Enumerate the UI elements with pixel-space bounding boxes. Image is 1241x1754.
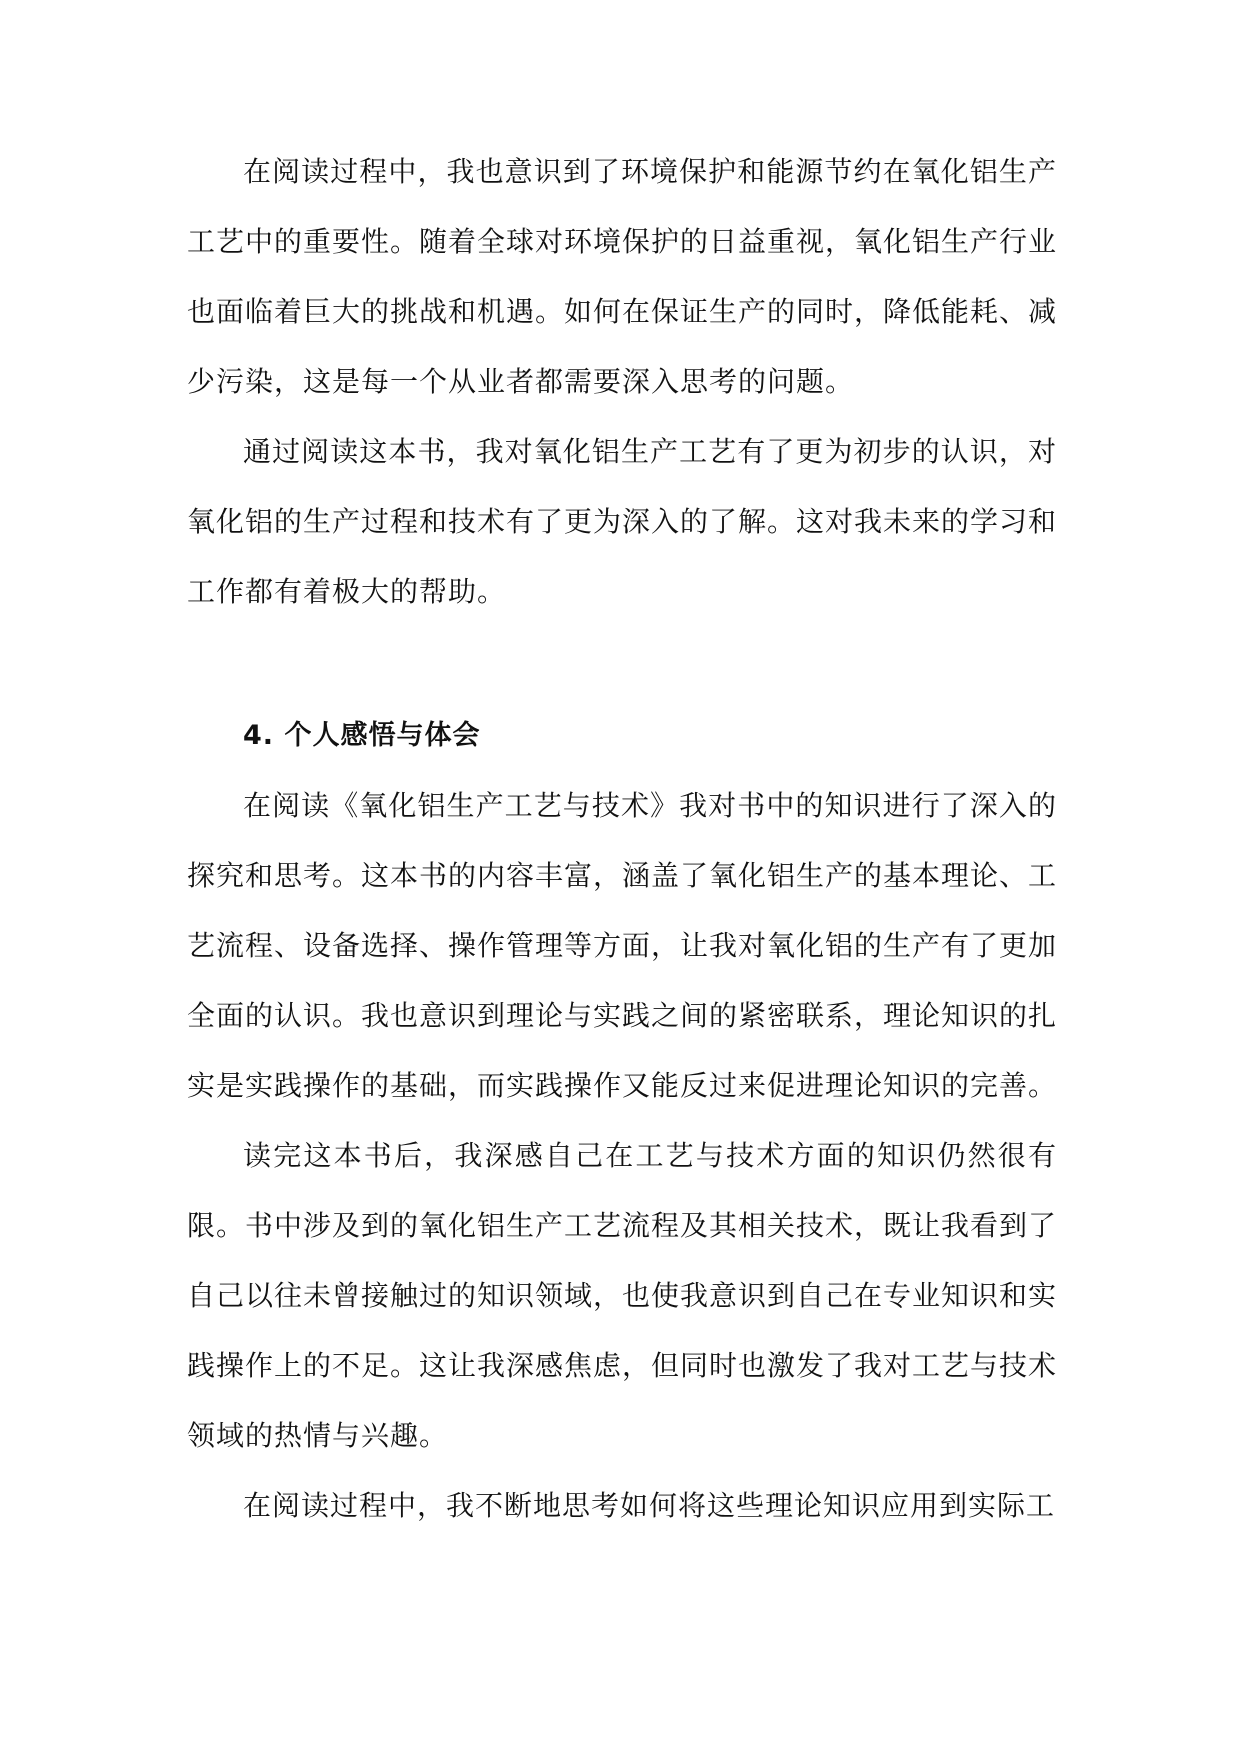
paragraph-applying-theory: 在阅读过程中，我不断地思考如何将这些理论知识应用到实际工 bbox=[243, 1489, 1056, 1522]
paragraph-environment-energy: 在阅读过程中，我也意识到了环境保护和能源节约在氧化铝生产工艺中的重要性。随着全球对环境保护的日益重视，氧化铝生产行业也面临着巨大的挑战和机遇。如何在保证生产的同时，降低能耗、减少污染，这是每一个从业者都需要深入思考的问题。 bbox=[187, 155, 1058, 398]
section-heading: 4. 个人感悟与体会 bbox=[243, 720, 481, 751]
text-block-upper bbox=[187, 137, 1057, 627]
paragraph-reading-benefit: 通过阅读这本书，我对氧化铝生产工艺有了更为初步的认识，对氧化铝的生产过程和技术有了更为深入的了解。这对我未来的学习和工作都有着极大的帮助。 bbox=[187, 435, 1058, 608]
paragraph-book-exploration: 在阅读《氧化铝生产工艺与技术》我对书中的知识进行了深入的探究和思考。这本书的内容丰富，涵盖了氧化铝生产的基本理论、工艺流程、设备选择、操作管理等方面，让我对氧化铝的生产有了更加全面的认识。我也意识到理论与实践之间的紧密联系，理论知识的扎实是实践操作的基础，而实践操作又能反过来促进理论知识的完善。 bbox=[187, 789, 1058, 1102]
paragraph-knowledge-limits: 读完这本书后，我深感自己在工艺与技术方面的知识仍然很有限。书中涉及到的氧化铝生产工艺流程及其相关技术，既让我看到了自己以往未曾接触过的知识领域，也使我意识到自己在专业知识和实践操作上的不足。这让我深感焦虑，但同时也激发了我对工艺与技术领域的热情与兴趣。 bbox=[187, 1139, 1058, 1452]
text-block-lower bbox=[187, 701, 1057, 1541]
